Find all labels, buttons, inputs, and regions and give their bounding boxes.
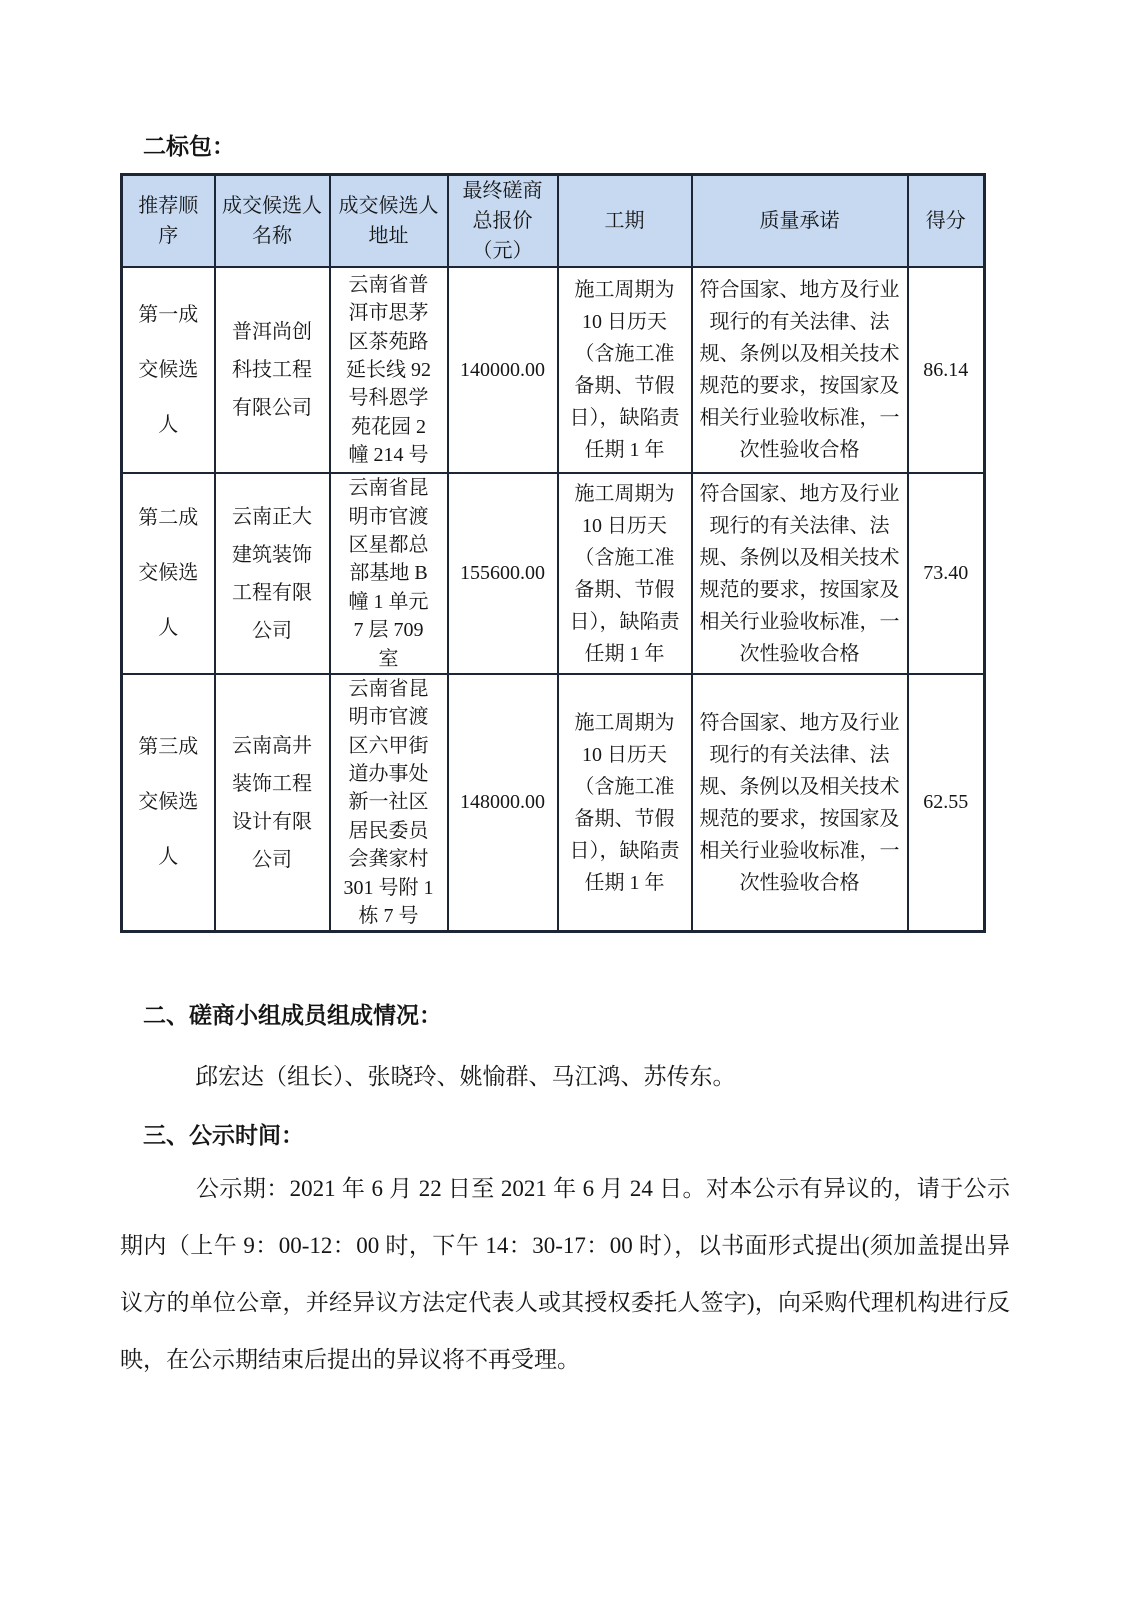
price-cell: 155600.00 — [448, 473, 558, 674]
company-name-cell: 云南高井装饰工程设计有限公司 — [215, 674, 330, 932]
price-cell: 148000.00 — [448, 674, 558, 932]
team-members-text: 邱宏达（组长）、张晓玲、姚愉群、马江鸿、苏传东。 — [195, 1063, 736, 1089]
col-header-price: 最终磋商总报价（元） — [448, 175, 558, 268]
col-header-duration: 工期 — [558, 175, 692, 268]
duration-cell: 施工周期为 10 日历天（含施工准备期、节假日），缺陷责任期 1 年 — [558, 473, 692, 674]
rank-cell: 第三成交候选人 — [122, 674, 215, 932]
time-section-heading: 三、公示时间： — [143, 1122, 304, 1149]
score-cell: 73.40 — [908, 473, 985, 674]
company-name-cell: 普洱尚创科技工程有限公司 — [215, 267, 330, 473]
table-row-second-candidate — [122, 473, 985, 674]
duration-cell: 施工周期为 10 日历天（含施工准备期、节假日），缺陷责任期 1 年 — [558, 267, 692, 473]
col-header-score: 得分 — [908, 175, 985, 268]
col-header-address: 成交候选人地址 — [330, 175, 448, 268]
address-cell: 云南省普洱市思茅区茶苑路延长线 92 号科恩学苑花园 2 幢 214 号 — [330, 267, 448, 473]
address-cell: 云南省昆明市官渡区星都总部基地 B 幢 1 单元 7 层 709 室 — [330, 473, 448, 674]
quality-cell: 符合国家、地方及行业现行的有关法律、法规、条例以及相关技术规范的要求，按国家及相关行业验收标准，一次性验收合格 — [692, 267, 908, 473]
table-row-third-candidate — [122, 674, 985, 932]
address-cell: 云南省昆明市官渡区六甲街道办事处新一社区居民委员会龚家村 301 号附 1 栋 7 号 — [330, 674, 448, 932]
publicity-notice-text: 公示期：2021 年 6 月 22 日至 2021 年 6 月 24 日。对本公示有异议的，请于公示期内（上午 9：00-12：00 时，下午 14：30-17：00 时），以书面形式提出(须加盖提出异议方的单位公章，并经异议方法定代表人或其授权委托人签字)，向采购代理机构进行反映，在公示期结束后提出的异议将不再受理。 — [120, 1176, 1010, 1373]
col-header-rank: 推荐顺序 — [122, 175, 215, 268]
duration-cell: 施工周期为 10 日历天（含施工准备期、节假日），缺陷责任期 1 年 — [558, 674, 692, 932]
rank-cell: 第一成交候选人 — [122, 267, 215, 473]
candidates-table — [120, 173, 986, 933]
col-header-quality: 质量承诺 — [692, 175, 908, 268]
rank-cell: 第二成交候选人 — [122, 473, 215, 674]
team-section-heading: 二、磋商小组成员组成情况： — [143, 1002, 442, 1029]
quality-cell: 符合国家、地方及行业现行的有关法律、法规、条例以及相关技术规范的要求，按国家及相关行业验收标准，一次性验收合格 — [692, 674, 908, 932]
table-row-first-candidate — [122, 267, 985, 473]
score-cell: 62.55 — [908, 674, 985, 932]
col-header-name: 成交候选人名称 — [215, 175, 330, 268]
score-cell: 86.14 — [908, 267, 985, 473]
price-cell: 140000.00 — [448, 267, 558, 473]
document-content — [120, 0, 1010, 1388]
page-title: 二标包： — [143, 133, 235, 159]
company-name-cell: 云南正大建筑装饰工程有限公司 — [215, 473, 330, 674]
quality-cell: 符合国家、地方及行业现行的有关法律、法规、条例以及相关技术规范的要求，按国家及相关行业验收标准，一次性验收合格 — [692, 473, 908, 674]
table-header-row — [122, 175, 985, 268]
